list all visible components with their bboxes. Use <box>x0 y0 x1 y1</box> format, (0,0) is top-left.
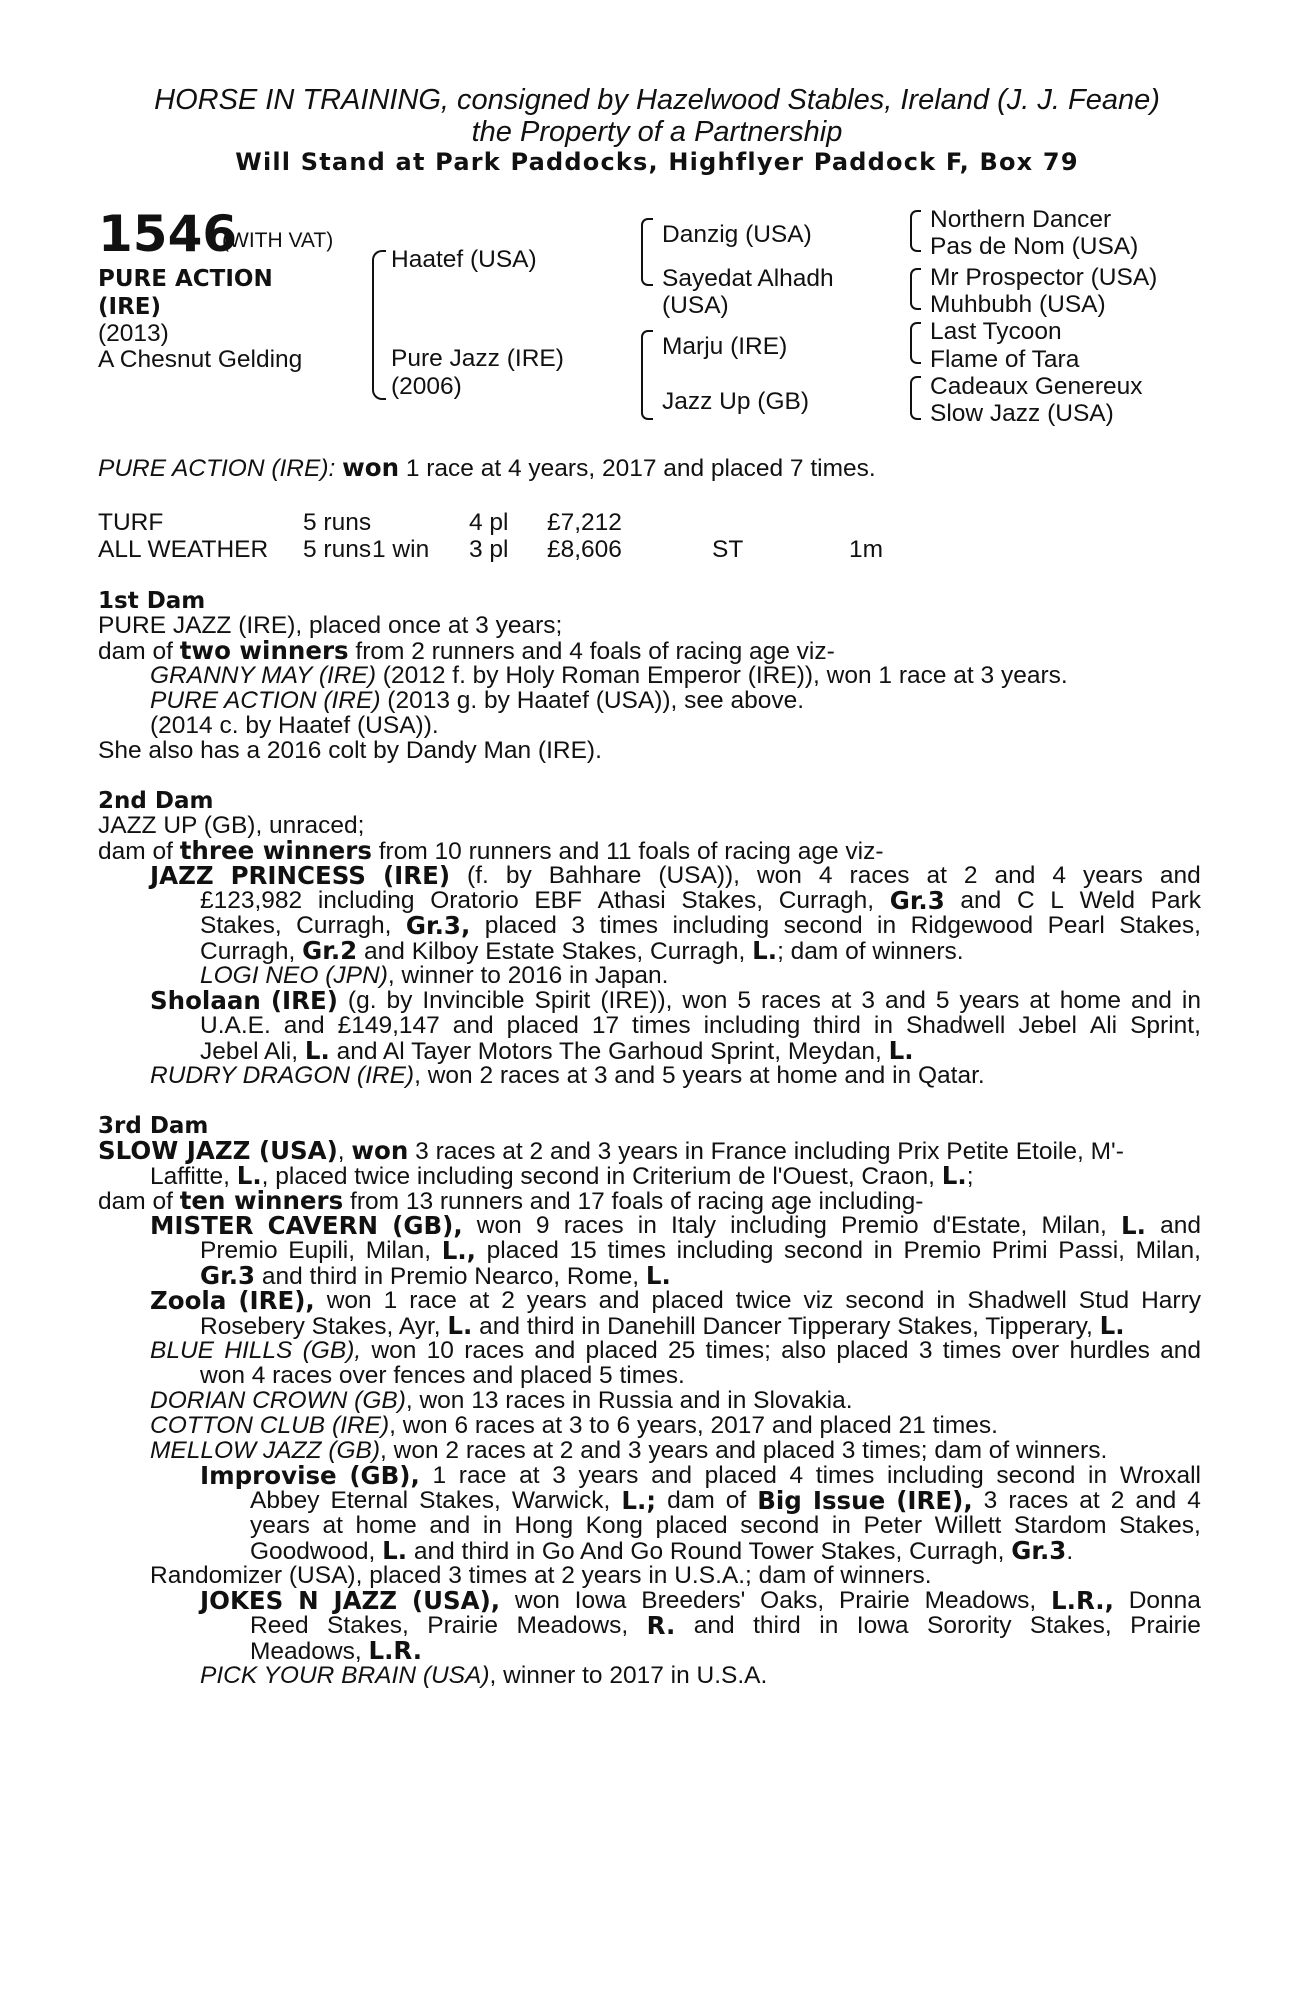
word: in <box>1088 1462 1108 1489</box>
word: Ali <box>1089 1012 1118 1039</box>
sire: Haatef (USA) <box>391 246 537 273</box>
produce-entry-randomizer: Randomizer (USA), placed 3 times at 2 years in U.S.A.; dam of winners. <box>150 1562 932 1589</box>
produce-note: She also has a 2016 colt by Dandy Man (IRE). <box>98 737 602 764</box>
word: Invincible <box>422 987 525 1014</box>
produce-entry-line <box>200 1237 1201 1265</box>
word: Big <box>757 1486 802 1515</box>
word: years <box>526 1287 587 1314</box>
word: Stakes, <box>200 912 282 939</box>
word: third <box>813 1012 861 1039</box>
record-earnings: £7,212 <box>547 509 622 536</box>
dam-year: (2006) <box>391 373 462 400</box>
word: years <box>578 1462 639 1489</box>
word: times <box>599 912 658 939</box>
pedigree-g3-5: Last Tycoon <box>930 318 1062 345</box>
grand-produce-jokes-n-jazz <box>200 1587 1201 1615</box>
word: placed <box>655 1512 728 1539</box>
word: Hong <box>514 1512 574 1539</box>
word: and <box>994 862 1036 889</box>
word: years <box>1082 862 1143 889</box>
word: placed <box>585 1337 658 1364</box>
word: placed <box>486 1237 559 1264</box>
word: 9 <box>535 1212 550 1239</box>
word: and <box>1131 987 1172 1014</box>
word: 5 <box>935 987 950 1014</box>
grand-produce-line: Meadows, L.R. <box>250 1636 423 1665</box>
word: in <box>873 1237 893 1264</box>
word: (GB), <box>349 1461 420 1490</box>
pedigree-g3-7: Cadeaux Genereux <box>930 373 1143 400</box>
produce-entry-line <box>200 887 1201 915</box>
pedigree-g3-6: Flame of Tara <box>930 346 1080 373</box>
word: Italy <box>671 1212 716 1239</box>
word: placed <box>484 912 557 939</box>
word: Bahhare <box>548 862 642 889</box>
second-dam-heading: 2nd Dam <box>98 788 214 814</box>
word: 4 <box>1187 1487 1201 1514</box>
word: years <box>959 987 1020 1014</box>
word: N <box>298 1586 319 1615</box>
word: JOKES <box>200 1586 284 1615</box>
word: Weld <box>1079 887 1135 914</box>
record-placed: 3 pl <box>469 536 509 563</box>
word: and <box>651 1462 692 1489</box>
word: JAZZ <box>333 1586 398 1615</box>
word: (GB), <box>302 1337 362 1364</box>
word: Pearl <box>1047 912 1105 939</box>
third-dam-line: SLOW JAZZ (USA), won 3 races at 2 and 3 years in France including Prix Petite Etoile, M'- <box>98 1136 1124 1165</box>
word: 17 <box>591 1012 620 1039</box>
word: Ridgewood <box>910 912 1034 939</box>
word: home <box>1059 987 1122 1014</box>
word: Stakes, <box>327 1612 409 1639</box>
produce-entry: PURE ACTION (IRE) (2013 g. by Haatef (USA)), see above. <box>150 687 805 714</box>
word: 1 <box>432 1462 447 1489</box>
produce-entry-line: won 4 races over fences and placed 5 times. <box>200 1362 685 1389</box>
word: in <box>877 912 897 939</box>
word: JAZZ <box>150 861 214 890</box>
word: in <box>936 1287 956 1314</box>
word: and <box>1135 1487 1177 1514</box>
produce-entry-dorian-crown: DORIAN CROWN (GB), won 13 races in Russia and in Slovakia. <box>150 1387 853 1414</box>
word: 3 <box>861 987 875 1014</box>
race-summary: PURE ACTION (IRE): won 1 race at 4 years, 2017 and placed 7 times. <box>98 453 876 482</box>
dam-of-sire: Sayedat Alhadh <box>662 265 834 292</box>
word: Harry <box>1141 1287 1201 1314</box>
word: Premio <box>903 1237 982 1264</box>
word: races <box>1008 1487 1069 1514</box>
word: race <box>409 1287 457 1314</box>
produce-entry: GRANNY MAY (IRE) (2012 f. by Holy Roman Emperor (IRE)), won 1 race at 3 years. <box>150 662 1068 689</box>
word: times <box>607 1237 666 1264</box>
word: (GB), <box>392 1211 463 1240</box>
consignor-line: HORSE IN TRAINING, consigned by Hazelwood Stables, Ireland (J. J. Feane) <box>154 84 1160 116</box>
word: Meadows, <box>924 1587 1037 1614</box>
word: and <box>960 887 1002 914</box>
word: L.R., <box>1051 1586 1114 1615</box>
word: Shadwell <box>967 1287 1067 1314</box>
word: Breeders' <box>641 1587 746 1614</box>
word: home <box>355 1512 417 1539</box>
word: 2 <box>963 862 978 889</box>
word: Stakes, <box>1119 1512 1201 1539</box>
record-surface: TURF <box>98 509 164 536</box>
word: Gr.3, <box>405 911 471 940</box>
horse-name-suffix: (IRE) <box>98 294 162 320</box>
record-placed: 4 pl <box>469 509 509 536</box>
word: PRINCESS <box>230 861 366 890</box>
pedigree-bracket-gen1 <box>372 250 386 400</box>
word: Stud <box>1078 1287 1130 1314</box>
word: CAVERN <box>267 1211 378 1240</box>
word: 3 <box>552 1462 566 1489</box>
word: at <box>468 1287 490 1314</box>
word: L. <box>1121 1211 1146 1240</box>
word: Milan, <box>1041 1212 1107 1239</box>
word: at <box>519 1462 540 1489</box>
word: won <box>514 1587 560 1614</box>
word: placed <box>704 1462 777 1489</box>
word: Stakes, <box>419 1487 501 1514</box>
record-surface: ALL WEATHER <box>98 536 269 563</box>
word: of <box>725 1487 747 1514</box>
produce-entry: (2014 c. by Haatef (USA)). <box>150 712 439 739</box>
first-dam-heading: 1st Dam <box>98 588 206 614</box>
word: and <box>452 1012 494 1039</box>
first-dam-produce-line: dam of two winners from 2 runners and 4 foals of racing age viz- <box>98 636 835 665</box>
record-earnings: £8,606 <box>547 536 622 563</box>
word: and <box>534 1337 576 1364</box>
word: dam <box>667 1487 715 1514</box>
word: in <box>873 1012 893 1039</box>
word: and <box>1160 1337 1201 1364</box>
dam-of-dam: Jazz Up (GB) <box>662 388 810 415</box>
word: third <box>753 1612 801 1639</box>
word: Premio <box>200 1237 278 1264</box>
word: at <box>830 987 852 1014</box>
word: races <box>464 1337 525 1364</box>
word: Peter <box>863 1512 923 1539</box>
grand-produce-improvise <box>200 1462 1201 1490</box>
word: in <box>831 1512 851 1539</box>
word: hurdles <box>1069 1337 1150 1364</box>
word: in <box>819 1612 839 1639</box>
word: and <box>693 1612 735 1639</box>
grand-produce-line <box>250 1487 1201 1515</box>
pedigree-g3-8: Slow Jazz (USA) <box>930 400 1114 427</box>
lot-number: 1546 <box>98 205 238 263</box>
word: Spirit <box>534 987 591 1014</box>
word: twice <box>735 1287 792 1314</box>
word: including <box>703 1012 801 1039</box>
word: Wroxall <box>1119 1462 1201 1489</box>
dam-of-sire-origin: (USA) <box>662 292 729 319</box>
word: Zoola <box>150 1286 227 1315</box>
record-wins: 1 win <box>372 536 430 563</box>
word: at <box>1029 987 1050 1014</box>
word: (f. <box>467 862 489 889</box>
property-line: the Property of a Partnership <box>471 116 843 148</box>
produce-entry-line: Curragh, Gr.2 and Kilboy Estate Stakes, Curragh, L.; dam of winners. <box>200 936 964 965</box>
word: Iowa <box>574 1587 627 1614</box>
word: and <box>1159 862 1201 889</box>
produce-entry-line: Jebel Ali, L. and Al Tayer Motors The Garhoud Sprint, Meydan, L. <box>200 1036 914 1065</box>
third-dam-produce-line: dam of ten winners from 13 runners and 17 foals of racing age including- <box>98 1186 924 1215</box>
word: second <box>845 1287 925 1314</box>
produce-entry-mister-cavern <box>150 1212 1201 1240</box>
word: won <box>326 1287 372 1314</box>
word: d'Estate, <box>932 1212 1028 1239</box>
word: Stakes, <box>1119 912 1201 939</box>
vat-note: (WITH VAT) <box>222 229 334 252</box>
pedigree-g3-1: Northern Dancer <box>930 206 1112 233</box>
word: over <box>1011 1337 1060 1364</box>
word: Reed <box>250 1612 309 1639</box>
word: times <box>942 1337 1002 1364</box>
produce-entry-zoola <box>150 1287 1201 1315</box>
word: Stakes, <box>1029 1612 1112 1639</box>
word: Prairie <box>838 1587 910 1614</box>
word: Park <box>1150 887 1201 914</box>
word: including <box>886 1462 984 1489</box>
produce-entry-mellow-jazz: MELLOW JAZZ (GB), won 2 races at 2 and 3 years and placed 3 times; dam of winners. <box>150 1437 1108 1464</box>
word: second <box>740 1512 820 1539</box>
word: at <box>926 862 947 889</box>
foaling-year: (2013) <box>98 320 169 347</box>
second-dam-produce-line: dam of three winners from 10 runners and 11 foals of racing age viz- <box>98 836 884 865</box>
word: and <box>884 987 926 1014</box>
word: Prairie <box>1130 1612 1201 1639</box>
pedigree-bracket-g4 <box>910 376 921 420</box>
word: second <box>996 1462 1076 1489</box>
word: Milan, <box>365 1237 432 1264</box>
third-dam-line-cont: Laffitte, L., placed twice including second in Criterium de l'Ouest, Craon, L.; <box>150 1161 974 1190</box>
word: Abbey <box>250 1487 320 1514</box>
word: Sholaan <box>150 986 261 1015</box>
word: won <box>756 862 802 889</box>
word: HILLS <box>224 1337 293 1364</box>
grand-produce-line: Goodwood, L. and third in Go And Go Round Tower Stakes, Curragh, Gr.3. <box>250 1536 1074 1565</box>
word: U.A.E. <box>200 1012 271 1039</box>
word: Donna <box>1128 1587 1201 1614</box>
produce-entry-line: Rosebery Stakes, Ayr, L. and third in Danehill Dancer Tipperary Stakes, Tipperary, L. <box>200 1311 1125 1340</box>
word: Sorority <box>927 1612 1012 1639</box>
produce-entry-cotton-club: COTTON CLUB (IRE), won 6 races at 3 to 6 years, 2017 and placed 21 times. <box>150 1412 998 1439</box>
word: EBF <box>534 887 582 914</box>
word: 4 <box>818 862 833 889</box>
word: Curragh, <box>778 887 875 914</box>
word: also <box>781 1337 827 1364</box>
word: R. <box>646 1611 676 1640</box>
word: by <box>386 987 413 1014</box>
word: BLUE <box>150 1337 215 1364</box>
horse-description: A Chesnut Gelding <box>98 346 303 373</box>
word: £123,982 <box>200 887 303 914</box>
word: and <box>1160 1212 1201 1239</box>
word: placed <box>506 1012 579 1039</box>
word: and <box>283 1012 325 1039</box>
pedigree-g3-2: Pas de Nom (USA) <box>930 233 1139 260</box>
word: won <box>371 1337 417 1364</box>
word: Warwick, <box>511 1487 611 1514</box>
word: by <box>505 862 532 889</box>
word: (IRE) <box>382 861 451 890</box>
word: Passi, <box>1058 1237 1125 1264</box>
word: viz <box>803 1287 834 1314</box>
produce-entry-jazz-princess <box>150 862 1201 890</box>
word: Sprint, <box>1130 1012 1201 1039</box>
word: in <box>637 1212 657 1239</box>
word: Stakes, <box>681 887 764 914</box>
word: L.; <box>621 1486 657 1515</box>
word: (IRE), <box>896 1486 973 1515</box>
produce-entry-sholaan <box>150 987 1201 1015</box>
word: 10 <box>426 1337 454 1364</box>
word: (USA), <box>411 1586 501 1615</box>
word: including <box>676 1237 774 1264</box>
word: (IRE), <box>238 1286 315 1315</box>
word: second <box>784 1237 864 1264</box>
word: Improvise <box>200 1461 337 1490</box>
word: Milan, <box>1135 1237 1201 1264</box>
word: MISTER <box>150 1211 254 1240</box>
record-going: ST <box>712 536 744 563</box>
word: and <box>598 1287 640 1314</box>
word: placed <box>651 1287 724 1314</box>
word: Curragh, <box>296 912 392 939</box>
word: (IRE) <box>270 986 338 1015</box>
word: C <box>1016 887 1035 914</box>
word: Meadows, <box>516 1612 629 1639</box>
word: races <box>563 1212 624 1239</box>
word: Premio <box>840 1212 919 1239</box>
word: Jebel <box>1018 1012 1077 1039</box>
word: Gr.3 <box>889 886 945 915</box>
word: 5 <box>737 987 751 1014</box>
word: race <box>458 1462 507 1489</box>
word: (USA)), <box>658 862 740 889</box>
word: 3 <box>983 1487 998 1514</box>
word: won <box>682 987 728 1014</box>
word: including <box>317 887 415 914</box>
second-dam-line: JAZZ UP (GB), unraced; <box>98 812 365 839</box>
word: 3 <box>918 1337 933 1364</box>
word: Eternal <box>330 1487 409 1514</box>
word: 25 <box>668 1337 696 1364</box>
word: times; <box>705 1337 771 1364</box>
word: 3 <box>571 912 586 939</box>
word: at <box>1079 1487 1100 1514</box>
produce-entry-line: Gr.3 and third in Premio Nearco, Rome, L. <box>200 1261 671 1290</box>
word: Willett <box>934 1512 1002 1539</box>
word: including <box>730 1212 827 1239</box>
word: Primi <box>991 1237 1048 1264</box>
word: races <box>849 862 910 889</box>
horse-name: PURE ACTION <box>98 266 273 292</box>
word: 4 <box>1052 862 1066 889</box>
pedigree-bracket-g1 <box>910 210 921 252</box>
pedigree-g3-4: Muhbubh (USA) <box>930 291 1106 318</box>
word: second <box>783 912 863 939</box>
pedigree-bracket-g2 <box>910 268 921 310</box>
word: won <box>476 1212 522 1239</box>
word: Eupili, <box>288 1237 356 1264</box>
word: times <box>815 1462 875 1489</box>
produce-entry-blue-hills <box>150 1337 1201 1365</box>
word: Issue <box>812 1486 886 1515</box>
word: £149,147 <box>337 1012 440 1039</box>
record-distance: 1m <box>849 536 884 563</box>
pedigree-bracket-g3 <box>910 322 921 364</box>
sire-of-dam: Marju (IRE) <box>662 333 788 360</box>
word: in <box>1181 987 1201 1014</box>
word: races <box>760 987 821 1014</box>
produce-entry-line <box>200 1012 1201 1040</box>
word: 4 <box>789 1462 804 1489</box>
third-dam-heading: 3rd Dam <box>98 1113 209 1139</box>
word: Prairie <box>427 1612 499 1639</box>
pedigree-bracket-dam <box>641 330 653 420</box>
word: 2 <box>501 1287 515 1314</box>
word: Oratorio <box>430 887 519 914</box>
word: including <box>672 912 770 939</box>
word: Stardom <box>1013 1512 1107 1539</box>
stabling-line: Will Stand at Park Paddocks, Highflyer Paddock F, Box 79 <box>235 148 1079 176</box>
sire-of-sire: Danzig (USA) <box>662 221 812 248</box>
word: (g. <box>347 987 377 1014</box>
grand-produce-pick-your-brain: PICK YOUR BRAIN (USA), winner to 2017 in U.S.A. <box>200 1662 768 1689</box>
pedigree-g3-3: Mr Prospector (USA) <box>930 264 1158 291</box>
grand-produce-entry: LOGI NEO (JPN), winner to 2016 in Japan. <box>200 962 669 989</box>
word: at <box>322 1512 343 1539</box>
word: L <box>1050 887 1064 914</box>
record-runs: 5 runs <box>303 509 372 536</box>
word: L., <box>441 1236 476 1265</box>
word: placed <box>836 1337 909 1364</box>
word: Iowa <box>856 1612 909 1639</box>
word: years <box>250 1512 310 1539</box>
pedigree-bracket-sire <box>641 218 653 286</box>
word: Oaks, <box>760 1587 825 1614</box>
word: times <box>632 1012 691 1039</box>
word: Athasi <box>597 887 666 914</box>
word: Kong <box>585 1512 643 1539</box>
word: (IRE)), <box>600 987 673 1014</box>
word: 1 <box>383 1287 398 1314</box>
word: Shadwell <box>905 1012 1006 1039</box>
word: in <box>482 1512 502 1539</box>
produce-entry-rudry-dragon: RUDRY DRAGON (IRE), won 2 races at 3 and 5 years at home and in Qatar. <box>150 1062 985 1089</box>
dam: Pure Jazz (IRE) <box>391 345 564 372</box>
record-runs: 5 runs <box>303 536 372 563</box>
word: 15 <box>569 1237 597 1264</box>
word: 2 <box>1110 1487 1125 1514</box>
word: and <box>429 1512 471 1539</box>
first-dam-line: PURE JAZZ (IRE), placed once at 3 years; <box>98 612 563 639</box>
